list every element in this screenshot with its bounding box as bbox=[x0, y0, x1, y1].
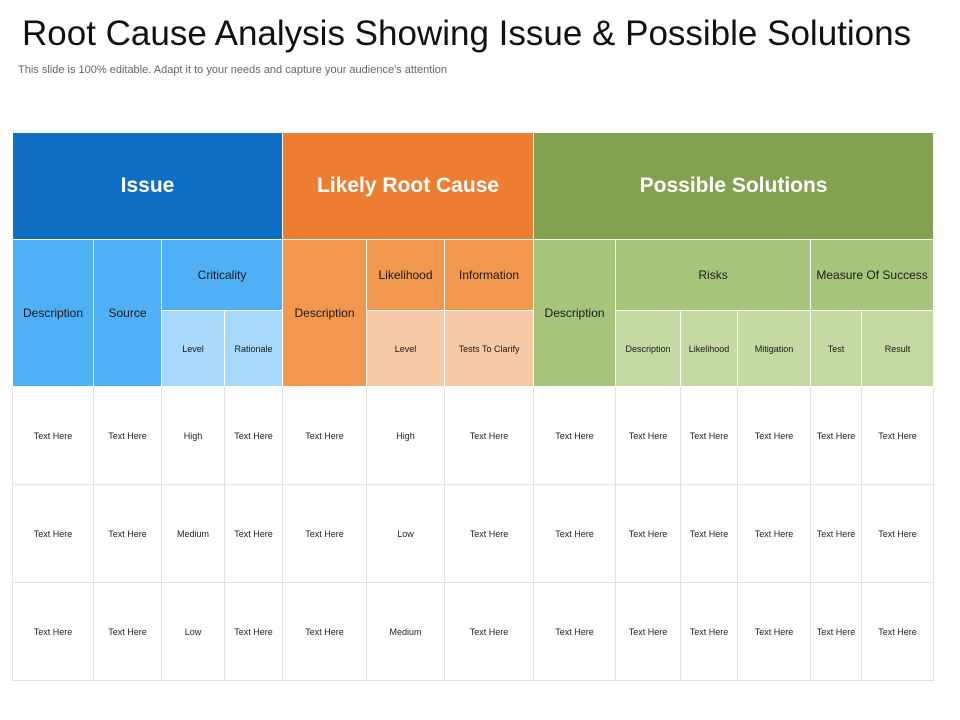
header-solution-risks: Risks bbox=[616, 240, 811, 311]
table-cell: Text Here bbox=[283, 583, 367, 681]
header-measure-test: Test bbox=[811, 311, 862, 387]
table-cell: Text Here bbox=[94, 387, 162, 485]
table-cell: Text Here bbox=[681, 485, 738, 583]
table-cell: Text Here bbox=[445, 485, 534, 583]
header-measure-result: Result bbox=[862, 311, 934, 387]
table-cell: Text Here bbox=[445, 583, 534, 681]
table-cell: Text Here bbox=[738, 387, 811, 485]
table-cell: Text Here bbox=[13, 387, 94, 485]
header-criticality-level: Level bbox=[162, 311, 225, 387]
page-title: Root Cause Analysis Showing Issue & Possible Solutions bbox=[22, 14, 912, 53]
table-cell: Text Here bbox=[13, 485, 94, 583]
header-solution-measure-of-success: Measure Of Success bbox=[811, 240, 934, 311]
group-header-possible-solutions: Possible Solutions bbox=[534, 133, 934, 240]
table-cell: Low bbox=[162, 583, 225, 681]
table-cell: Text Here bbox=[616, 485, 681, 583]
table-cell: Text Here bbox=[811, 583, 862, 681]
header-risks-likelihood: Likelihood bbox=[681, 311, 738, 387]
header-risks-description: Description bbox=[616, 311, 681, 387]
table-cell: Text Here bbox=[738, 583, 811, 681]
table-cell: Low bbox=[367, 485, 445, 583]
page-subtitle: This slide is 100% editable. Adapt it to your needs and capture your audience's attention bbox=[18, 64, 447, 76]
table-cell: Text Here bbox=[862, 485, 934, 583]
table-cell: Text Here bbox=[811, 485, 862, 583]
table-cell: Text Here bbox=[534, 485, 616, 583]
table-row bbox=[13, 485, 934, 583]
group-header-likely-root-cause: Likely Root Cause bbox=[283, 133, 534, 240]
table-cell: Text Here bbox=[738, 485, 811, 583]
table-cell: Text Here bbox=[534, 583, 616, 681]
header-risks-mitigation: Mitigation bbox=[738, 311, 811, 387]
table-cell: Text Here bbox=[283, 485, 367, 583]
header-information-tests-to-clarify: Tests To Clarify bbox=[445, 311, 534, 387]
table-cell: Text Here bbox=[534, 387, 616, 485]
table-row bbox=[13, 387, 934, 485]
header-issue-description: Description bbox=[13, 240, 94, 387]
header-cause-likelihood: Likelihood bbox=[367, 240, 445, 311]
table-cell: Text Here bbox=[616, 583, 681, 681]
group-header-row bbox=[13, 133, 934, 240]
table-cell: Text Here bbox=[225, 583, 283, 681]
header-solution-description: Description bbox=[534, 240, 616, 387]
table-cell: Text Here bbox=[862, 387, 934, 485]
header-likelihood-level: Level bbox=[367, 311, 445, 387]
header-issue-source: Source bbox=[94, 240, 162, 387]
table-cell: Text Here bbox=[13, 583, 94, 681]
header-issue-criticality: Criticality bbox=[162, 240, 283, 311]
header-criticality-rationale: Rationale bbox=[225, 311, 283, 387]
table-cell: Text Here bbox=[94, 583, 162, 681]
table-cell: Text Here bbox=[681, 583, 738, 681]
table-cell: Text Here bbox=[225, 387, 283, 485]
group-header-issue: Issue bbox=[13, 133, 283, 240]
table-cell: Text Here bbox=[225, 485, 283, 583]
table-row bbox=[13, 583, 934, 681]
table-cell: Text Here bbox=[862, 583, 934, 681]
header-cause-description: Description bbox=[283, 240, 367, 387]
table-cell: Text Here bbox=[445, 387, 534, 485]
root-cause-table bbox=[12, 132, 934, 681]
table-cell: Text Here bbox=[283, 387, 367, 485]
table-cell: Medium bbox=[162, 485, 225, 583]
table-cell: Text Here bbox=[681, 387, 738, 485]
table-cell: Medium bbox=[367, 583, 445, 681]
table-cell: Text Here bbox=[94, 485, 162, 583]
table-cell: Text Here bbox=[811, 387, 862, 485]
sub-header-row bbox=[13, 240, 934, 311]
table-cell: High bbox=[162, 387, 225, 485]
table-cell: High bbox=[367, 387, 445, 485]
table-cell: Text Here bbox=[616, 387, 681, 485]
header-cause-information: Information bbox=[445, 240, 534, 311]
